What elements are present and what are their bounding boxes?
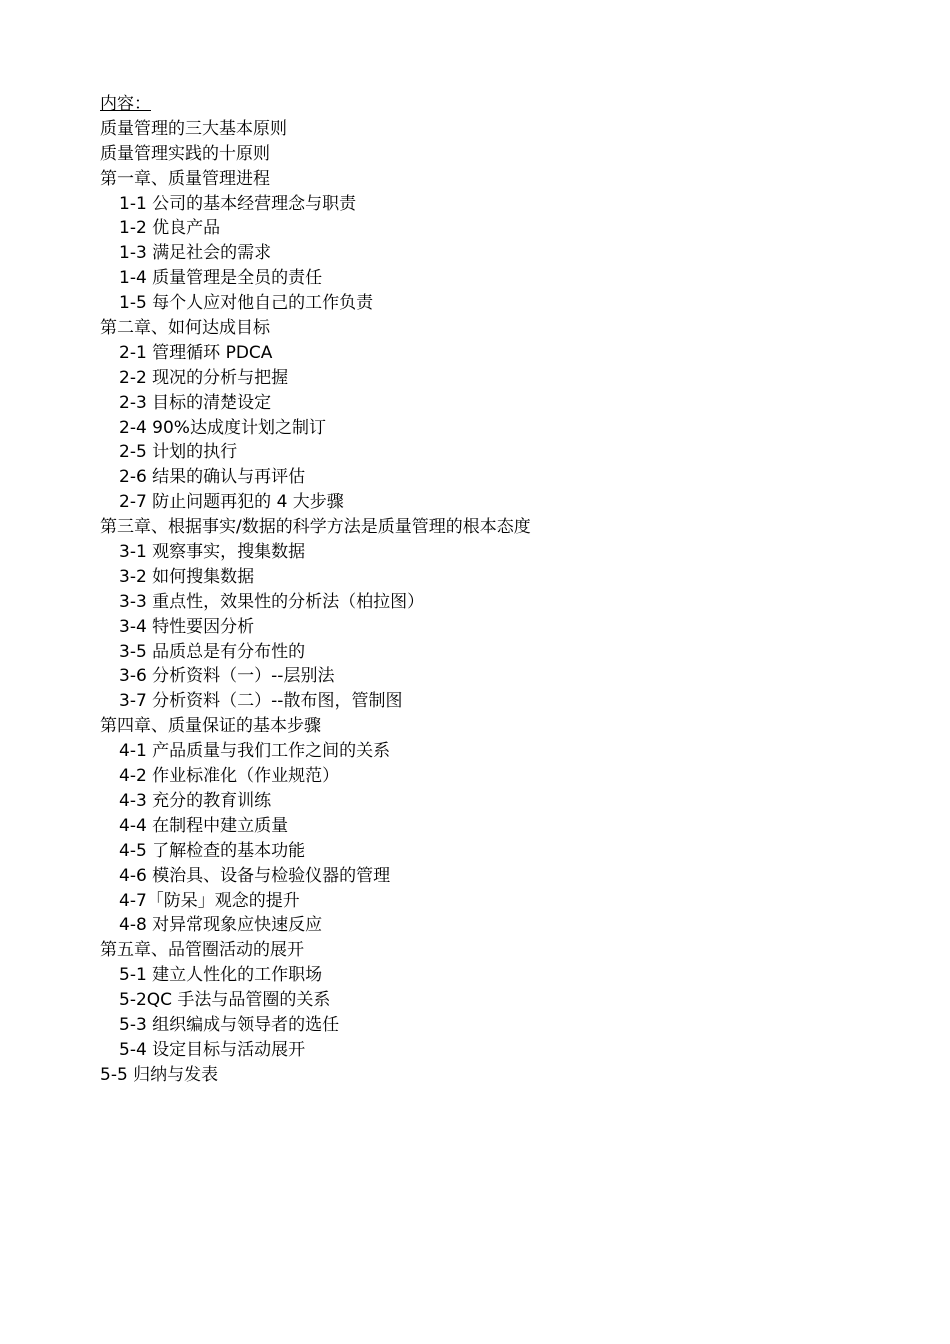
chapter-3-title: 第三章、根据事实/数据的科学方法是质量管理的根本态度: [100, 517, 531, 538]
toc-item-4-6: 4-6 模治具、设备与检验仪器的管理: [119, 865, 391, 886]
toc-item-1-1: 1-1 公司的基本经营理念与职责: [119, 193, 357, 214]
toc-item-1-2: 1-2 优良产品: [119, 218, 221, 239]
toc-item-1-4: 1-4 质量管理是全员的责任: [119, 268, 323, 289]
toc-item-3-5: 3-5 品质总是有分布性的: [119, 641, 306, 662]
toc-item-5-5: 5-5 归纳与发表: [100, 1064, 219, 1085]
toc-item-3-2: 3-2 如何搜集数据: [119, 566, 255, 587]
toc-item-2-5: 2-5 计划的执行: [119, 442, 238, 463]
toc-item-4-4: 4-4 在制程中建立质量: [119, 815, 289, 836]
toc-item-1-3: 1-3 满足社会的需求: [119, 243, 272, 264]
toc-item-2-2: 2-2 现况的分析与把握: [119, 367, 289, 388]
chapter-1-title: 第一章、质量管理进程: [100, 168, 270, 189]
toc-item-2-1: 2-1 管理循环 PDCA: [119, 342, 273, 363]
toc-item-2-3: 2-3 目标的清楚设定: [119, 392, 272, 413]
toc-item-1-5: 1-5 每个人应对他自己的工作负责: [119, 293, 374, 314]
toc-item-5-2: 5-2QC 手法与品管圈的关系: [119, 990, 331, 1011]
toc-item-4-2: 4-2 作业标准化（作业规范）: [119, 766, 340, 787]
chapter-4-title: 第四章、质量保证的基本步骤: [100, 716, 321, 737]
toc-item-3-3: 3-3 重点性，效果性的分析法（柏拉图）: [119, 591, 425, 612]
toc-item-3-4: 3-4 特性要因分析: [119, 616, 255, 637]
toc-item-2-6: 2-6 结果的确认与再评估: [119, 467, 306, 488]
toc-item-4-7: 4-7「防呆」观念的提升: [119, 890, 300, 911]
toc-heading: 内容：: [100, 94, 151, 114]
toc-item-2-4: 2-4 90%达成度计划之制订: [119, 417, 326, 438]
toc-item-3-1: 3-1 观察事实，搜集数据: [119, 542, 306, 563]
toc-item-4-3: 4-3 充分的教育训练: [119, 790, 272, 811]
chapter-5-title: 第五章、品管圈活动的展开: [100, 940, 304, 961]
toc-item-4-5: 4-5 了解检查的基本功能: [119, 840, 306, 861]
toc-item-3-6: 3-6 分析资料（一）--层别法: [119, 666, 335, 687]
toc-item-4-1: 4-1 产品质量与我们工作之间的关系: [119, 741, 391, 762]
table-of-contents: [100, 92, 860, 1088]
toc-item-4-8: 4-8 对异常现象应快速反应: [119, 915, 323, 936]
toc-item-2-7: 2-7 防止问题再犯的 4 大步骤: [119, 492, 344, 513]
toc-line-principles-ten: 质量管理实践的十原则: [100, 143, 270, 164]
toc-line-principles-three: 质量管理的三大基本原则: [100, 118, 287, 139]
toc-item-5-4: 5-4 设定目标与活动展开: [119, 1039, 306, 1060]
chapter-2-title: 第二章、如何达成目标: [100, 318, 270, 339]
toc-item-5-1: 5-1 建立人性化的工作职场: [119, 965, 323, 986]
toc-item-5-3: 5-3 组织编成与领导者的选任: [119, 1014, 340, 1035]
toc-item-3-7: 3-7 分析资料（二）--散布图，管制图: [119, 691, 403, 712]
